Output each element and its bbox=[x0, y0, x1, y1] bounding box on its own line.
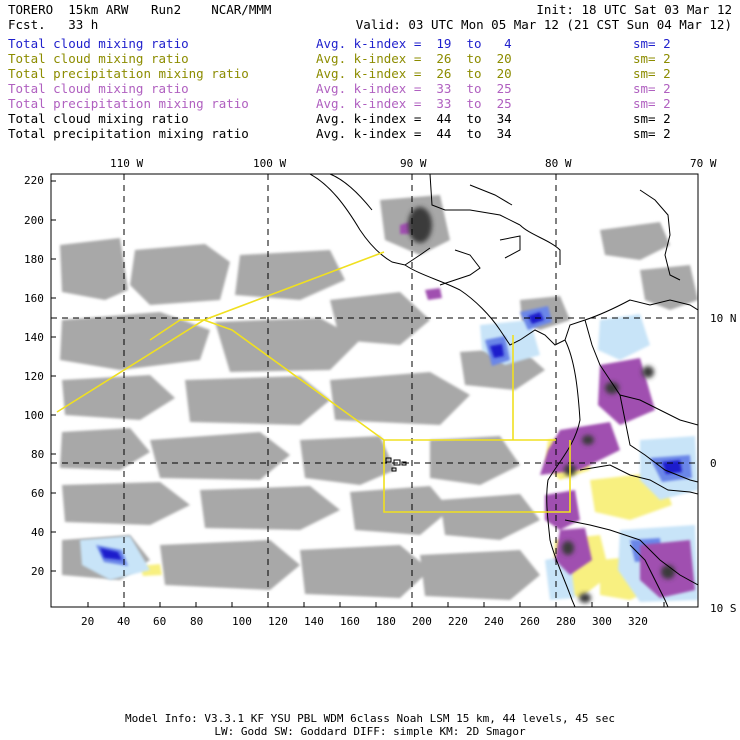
x-tick: 240 bbox=[484, 615, 504, 628]
legend-field: Total cloud mixing ratio bbox=[8, 81, 189, 96]
y-tick: 40 bbox=[31, 526, 45, 539]
legend-field: Total cloud mixing ratio bbox=[8, 36, 189, 51]
model-info-footer bbox=[0, 712, 740, 738]
x-tick: 280 bbox=[556, 615, 576, 628]
x-tick: 100 bbox=[232, 615, 252, 628]
model-info-line2: LW: Godd SW: Goddard DIFF: simple KM: 2D Smagor bbox=[214, 725, 526, 738]
legend-smoothing: sm= 2 bbox=[633, 111, 671, 126]
y-tick: 60 bbox=[31, 487, 45, 500]
init-time: Init: 18 UTC Sat 03 Mar 12 bbox=[536, 2, 732, 17]
lon-label: 110 W bbox=[110, 157, 144, 170]
y-tick: 220 bbox=[24, 174, 44, 187]
x-tick: 120 bbox=[268, 615, 288, 628]
legend-smoothing: sm= 2 bbox=[633, 36, 671, 51]
x-tick: 300 bbox=[592, 615, 612, 628]
legend-kindex: Avg. k-index = 19 to 4 bbox=[316, 36, 512, 51]
legend-field: Total cloud mixing ratio bbox=[8, 111, 189, 126]
legend-smoothing: sm= 2 bbox=[633, 126, 671, 141]
x-tick: 160 bbox=[340, 615, 360, 628]
lat-label: 0 bbox=[710, 457, 717, 470]
model-run-title: TORERO 15km ARW Run2 NCAR/MMM bbox=[8, 2, 272, 17]
lon-label: 100 W bbox=[253, 157, 287, 170]
y-tick: 20 bbox=[31, 565, 45, 578]
legend-field: Total precipitation mixing ratio bbox=[8, 126, 249, 141]
forecast-hour: Fcst. 33 h bbox=[8, 17, 99, 32]
y-tick: 120 bbox=[24, 370, 44, 383]
legend-smoothing: sm= 2 bbox=[633, 51, 671, 66]
lon-label: 70 W bbox=[690, 157, 717, 170]
legend-kindex: Avg. k-index = 33 to 25 bbox=[316, 81, 512, 96]
x-tick: 180 bbox=[376, 615, 396, 628]
y-tick: 180 bbox=[24, 253, 44, 266]
legend-field: Total precipitation mixing ratio bbox=[8, 66, 249, 81]
model-info-line1: Model Info: V3.3.1 KF YSU PBL WDM 6class Noah LSM 15 km, 44 levels, 45 sec bbox=[124, 712, 616, 725]
legend-kindex: Avg. k-index = 44 to 34 bbox=[316, 126, 512, 141]
x-tick: 80 bbox=[190, 615, 204, 628]
legend-kindex: Avg. k-index = 44 to 34 bbox=[316, 111, 512, 126]
x-tick: 220 bbox=[448, 615, 468, 628]
x-tick: 60 bbox=[153, 615, 167, 628]
lon-label: 80 W bbox=[545, 157, 572, 170]
x-tick: 40 bbox=[117, 615, 131, 628]
legend-field: Total cloud mixing ratio bbox=[8, 51, 189, 66]
x-tick: 200 bbox=[412, 615, 432, 628]
legend-smoothing: sm= 2 bbox=[633, 81, 671, 96]
y-tick: 160 bbox=[24, 292, 44, 305]
valid-time: Valid: 03 UTC Mon 05 Mar 12 (21 CST Sun 04 Mar 12) bbox=[355, 17, 732, 32]
x-tick: 20 bbox=[81, 615, 95, 628]
lat-label: 10 N bbox=[710, 312, 737, 325]
legend-kindex: Avg. k-index = 26 to 20 bbox=[316, 51, 512, 66]
legend-kindex: Avg. k-index = 26 to 20 bbox=[316, 66, 512, 81]
y-tick: 140 bbox=[24, 331, 44, 344]
y-tick: 100 bbox=[24, 409, 44, 422]
lat-label: 10 S bbox=[710, 602, 737, 615]
x-tick: 140 bbox=[304, 615, 324, 628]
y-tick: 80 bbox=[31, 448, 45, 461]
legend-kindex: Avg. k-index = 33 to 25 bbox=[316, 96, 512, 111]
legend-field: Total precipitation mixing ratio bbox=[8, 96, 249, 111]
x-tick: 320 bbox=[628, 615, 648, 628]
x-tick: 260 bbox=[520, 615, 540, 628]
legend-smoothing: sm= 2 bbox=[633, 66, 671, 81]
lon-label: 90 W bbox=[400, 157, 427, 170]
legend-smoothing: sm= 2 bbox=[633, 96, 671, 111]
y-tick: 200 bbox=[24, 214, 44, 227]
